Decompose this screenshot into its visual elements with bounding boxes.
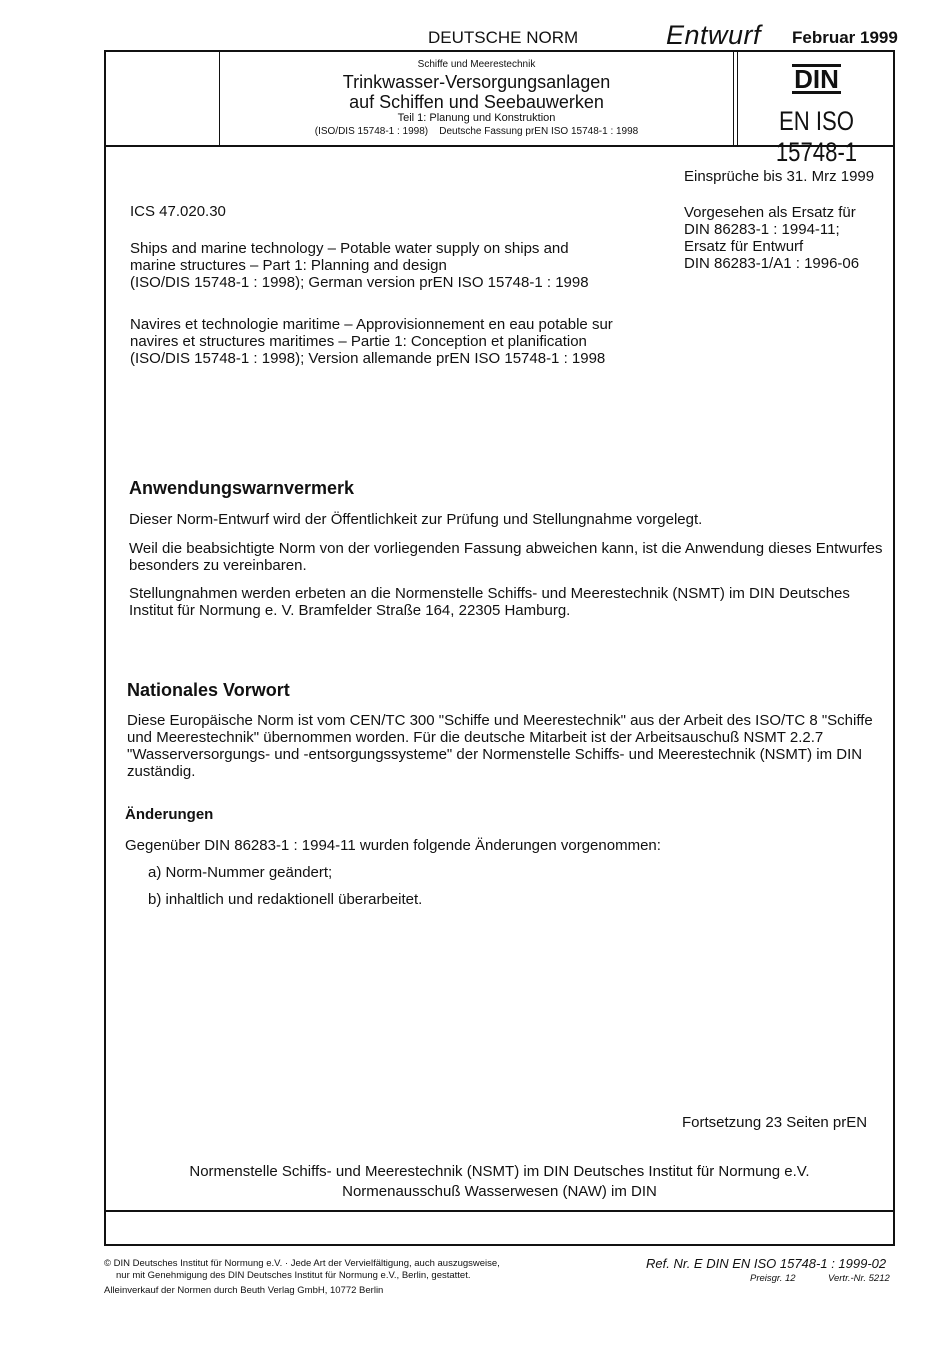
change-item-b: b) inhaltlich und redaktionell überarbeitet. xyxy=(148,891,423,908)
copyright-line: © DIN Deutsches Institut für Normung e.V. · Jede Art der Vervielfältigung, auch auszugsweise, xyxy=(104,1258,500,1269)
copyright-line: nur mit Genehmigung des DIN Deutsches Institut für Normung e.V., Berlin, gestattet. xyxy=(116,1270,471,1281)
replacement-line: DIN 86283-1 : 1994-11; xyxy=(684,221,840,238)
replacement-line: Vorgesehen als Ersatz für xyxy=(684,204,856,221)
ics-code: ICS 47.020.30 xyxy=(130,203,226,220)
french-title-line: Navires et technologie maritime – Approvisionnement en eau potable sur xyxy=(130,316,613,333)
standard-number: EN ISO 15748-1 xyxy=(775,106,858,167)
french-title-line: (ISO/DIS 15748-1 : 1998); Version allemande prEN ISO 15748-1 : 1998 xyxy=(130,350,606,367)
issue-date: Februar 1999 xyxy=(792,28,898,47)
warning-paragraph-2-line: Weil die beabsichtigte Norm von der vorliegenden Fassung abweichen kann, ist die Anwendung dieses Entwurfes xyxy=(129,540,883,557)
warning-paragraph-3-line: Institut für Normung e. V. Bramfelder Straße 164, 22305 Hamburg. xyxy=(129,602,571,619)
changes-heading: Änderungen xyxy=(125,806,214,823)
responsible-line-2: Normenausschuß Wasserwesen (NAW) im DIN xyxy=(342,1183,657,1200)
reference-number: Ref. Nr. E DIN EN ISO 15748-1 : 1999-02 xyxy=(646,1256,887,1271)
foreword-line: "Wasserversorgungs- und -entsorgungssysteme" der Normenstelle Schiffs- und Meerestechnik (NSMT) im DIN xyxy=(127,746,863,763)
norm-type: DEUTSCHE NORM xyxy=(428,28,579,47)
warning-heading: Anwendungswarnvermerk xyxy=(129,478,355,498)
french-title xyxy=(130,316,613,367)
foreword-line: Diese Europäische Norm ist vom CEN/TC 300 "Schiffe und Meerestechnik" aus der Arbeit des ISO/TC 8 "Schiffe xyxy=(127,712,873,729)
sales-note: Alleinverkauf der Normen durch Beuth Verlag GmbH, 10772 Berlin xyxy=(104,1285,384,1296)
sales-number: Vertr.-Nr. 5212 xyxy=(828,1273,890,1284)
foreword-line: und Meerestechnik" übernommen worden. Für die deutsche Mitarbeit ist der Arbeitsauschuß NSMT 2.2.7 xyxy=(127,729,824,746)
warning-paragraph-2-line: besonders zu vereinbaren. xyxy=(129,557,307,574)
draft-status: Entwurf xyxy=(666,20,762,50)
warning-paragraph-3 xyxy=(129,585,850,619)
warning-paragraph-3-line: Stellungnahmen werden erbeten an die Normenstelle Schiffs- und Meerestechnik (NSMT) im DIN Deutsches xyxy=(129,585,850,602)
replacement-line: DIN 86283-1/A1 : 1996-06 xyxy=(684,255,860,272)
foreword-heading: Nationales Vorwort xyxy=(127,680,290,700)
replacement-info xyxy=(684,204,859,272)
copyright-notice xyxy=(104,1258,500,1297)
english-title-line: marine structures – Part 1: Planning and design xyxy=(130,257,447,274)
title-block-divider-right-1 xyxy=(733,50,734,146)
warning-paragraph-2 xyxy=(129,540,883,574)
english-title xyxy=(130,240,589,291)
title-line-1: Trinkwasser-Versorgungsanlagen xyxy=(342,72,611,92)
english-title-line: Ships and marine technology – Potable water supply on ships and xyxy=(130,240,569,257)
footer-rule-top xyxy=(104,1210,895,1212)
title-line-2: auf Schiffen und Seebauwerken xyxy=(349,92,604,112)
foreword-line: zuständig. xyxy=(127,763,196,780)
category-label: Schiffe und Meerestechnik xyxy=(417,59,536,70)
french-title-line: navires et structures maritimes – Partie 1: Conception et planification xyxy=(130,333,587,350)
part-title: Teil 1: Planung und Konstruktion xyxy=(397,112,556,124)
english-title-line: (ISO/DIS 15748-1 : 1998); German version prEN ISO 15748-1 : 1998 xyxy=(130,274,589,291)
version-info: (ISO/DIS 15748-1 : 1998) Deutsche Fassung prEN ISO 15748-1 : 1998 xyxy=(314,126,639,137)
changes-intro: Gegenüber DIN 86283-1 : 1994-11 wurden folgende Änderungen vorgenommen: xyxy=(125,837,661,854)
objection-deadline: Einsprüche bis 31. Mrz 1999 xyxy=(684,168,875,185)
continuation-note: Fortsetzung 23 Seiten prEN xyxy=(682,1114,868,1131)
warning-paragraph-1: Dieser Norm-Entwurf wird der Öffentlichkeit zur Prüfung und Stellungnahme vorgelegt. xyxy=(129,511,703,528)
din-logo-text: DIN xyxy=(794,64,839,94)
change-item-a: a) Norm-Nummer geändert; xyxy=(148,864,333,881)
din-logo xyxy=(738,64,895,95)
price-group: Preisgr. 12 xyxy=(750,1273,796,1284)
responsible-line-1: Normenstelle Schiffs- und Meerestechnik (NSMT) im DIN Deutsches Institut für Normung e.V. xyxy=(189,1163,810,1180)
replacement-line: Ersatz für Entwurf xyxy=(684,238,804,255)
foreword-paragraph xyxy=(127,712,873,780)
